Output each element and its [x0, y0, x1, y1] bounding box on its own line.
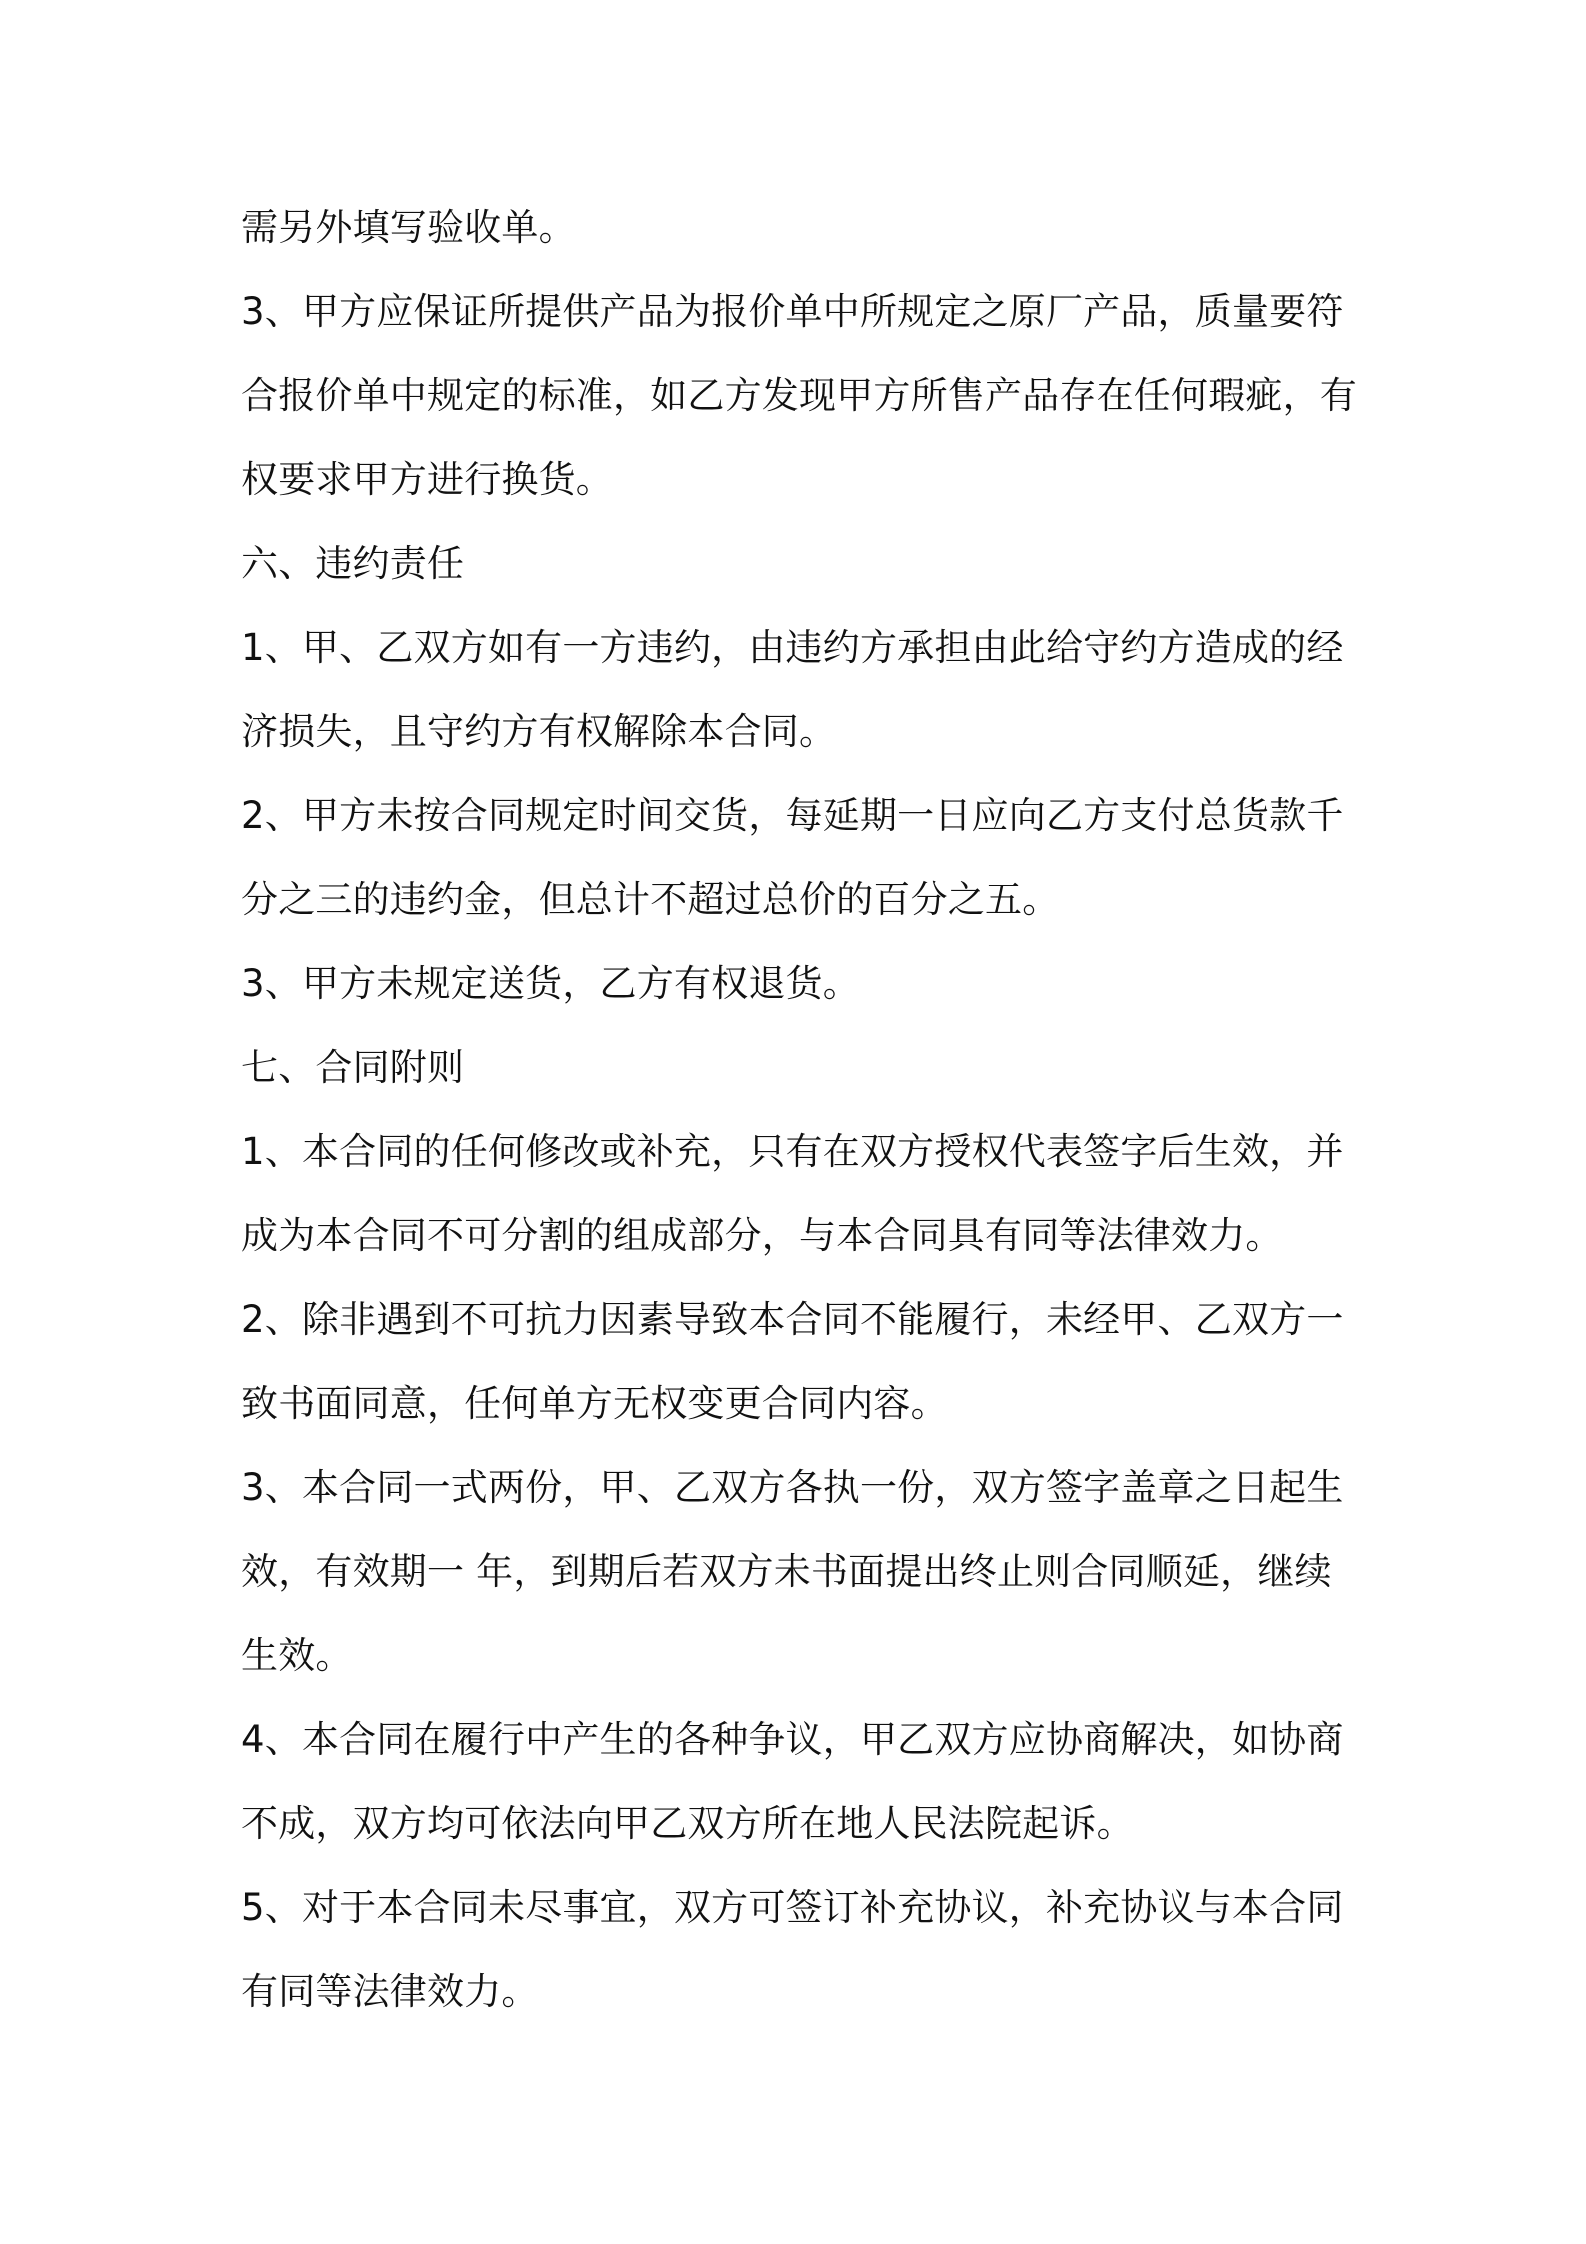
- clause-text-line: 需另外填写验收单。: [241, 206, 576, 249]
- clause-text-line: 1、本合同的任何修改或补充，只有在双方授权代表签字后生效，并: [241, 1130, 1344, 1173]
- section-heading-supplementary-provisions: 七、合同附则: [241, 1046, 465, 1089]
- clause-text-line: 4、本合同在履行中产生的各种争议，甲乙双方应协商解决，如协商: [241, 1718, 1344, 1761]
- clause-text-line: 有同等法律效力。: [241, 1970, 539, 2013]
- clause-text-line: 成为本合同不可分割的组成部分，与本合同具有同等法律效力。: [241, 1214, 1283, 1257]
- clause-text-line: 3、甲方应保证所提供产品为报价单中所规定之原厂产品，质量要符: [241, 290, 1344, 333]
- clause-text-line: 合报价单中规定的标准，如乙方发现甲方所售产品存在任何瑕疵，有: [241, 374, 1357, 417]
- clause-text-line: 2、甲方未按合同规定时间交货，每延期一日应向乙方支付总货款千: [241, 794, 1344, 837]
- clause-text-line: 不成，双方均可依法向甲乙双方所在地人民法院起诉。: [241, 1802, 1134, 1845]
- clause-text-line: 生效。: [241, 1634, 353, 1677]
- clause-text-line: 权要求甲方进行换货。: [241, 458, 613, 501]
- clause-text-line: 3、本合同一式两份，甲、乙双方各执一份，双方签字盖章之日起生: [241, 1466, 1344, 1509]
- clause-text-line: 分之三的违约金，但总计不超过总价的百分之五。: [241, 878, 1060, 921]
- section-heading-breach-liability: 六、违约责任: [241, 542, 465, 585]
- clause-text-line: 1、甲、乙双方如有一方违约，由违约方承担由此给守约方造成的经: [241, 626, 1344, 669]
- clause-text-line: 效，有效期一 年，到期后若双方未书面提出终止则合同顺延，继续: [241, 1550, 1332, 1593]
- clause-text-line: 2、除非遇到不可抗力因素导致本合同不能履行，未经甲、乙双方一: [241, 1298, 1344, 1341]
- clause-text-line: 3、甲方未规定送货，乙方有权退货。: [241, 962, 860, 1005]
- clause-text-line: 5、对于本合同未尽事宜，双方可签订补充协议，补充协议与本合同: [241, 1886, 1344, 1929]
- clause-text-line: 致书面同意，任何单方无权变更合同内容。: [241, 1382, 948, 1425]
- clause-text-line: 济损失，且守约方有权解除本合同。: [241, 710, 837, 753]
